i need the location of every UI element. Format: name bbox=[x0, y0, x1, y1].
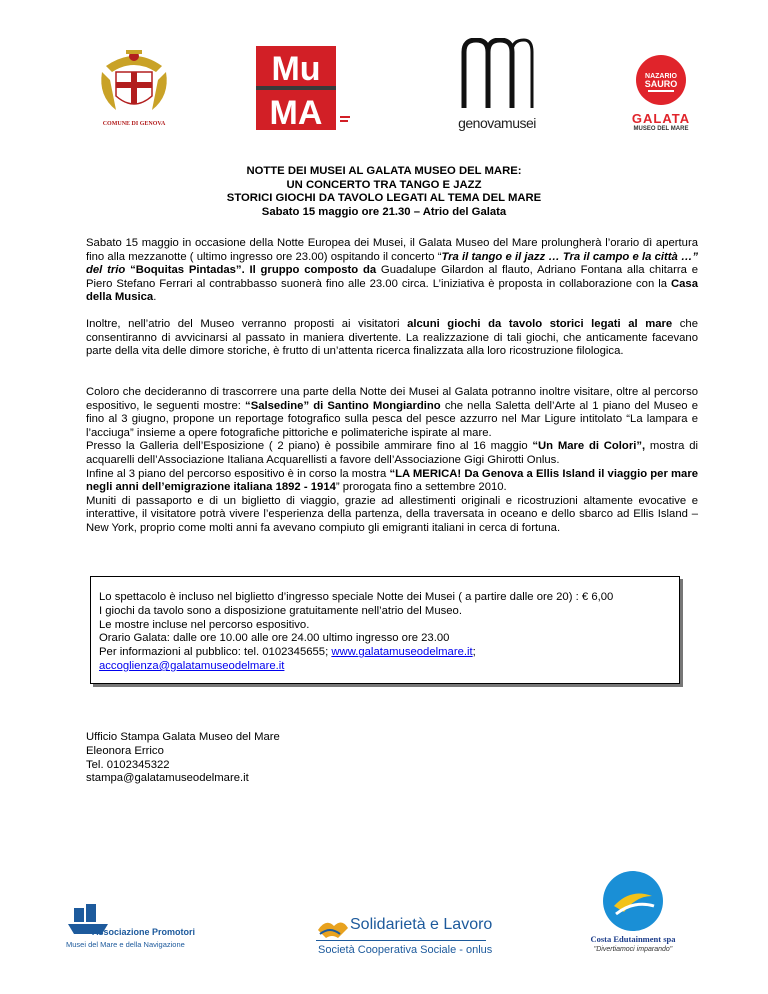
nazario-line1: NAZARIO bbox=[645, 73, 677, 80]
p3-text-5: Infine al 3 piano del percorso espositivo è in corso la mostra bbox=[86, 467, 390, 480]
p3-text-6: ” prorogata fino a settembre 2010. bbox=[335, 481, 507, 494]
costa-circle-icon bbox=[600, 870, 666, 932]
press-line-1: Ufficio Stampa Galata Museo del Mare bbox=[86, 731, 280, 743]
solidarieta-line1: Solidarietà e Lavoro bbox=[350, 916, 493, 933]
p3-salsedine: “Salsedine” di Santino Mongiardino bbox=[245, 399, 441, 412]
website-link[interactable]: www.galatamuseodelmare.it bbox=[331, 646, 473, 659]
muma-line1: Mu bbox=[271, 50, 321, 88]
galata-subtitle: MUSEO DEL MARE bbox=[633, 126, 689, 132]
genovamusei-logo bbox=[458, 38, 536, 134]
press-line-4: stampa@galatamuseodelmare.it bbox=[86, 772, 249, 785]
title-line-1: NOTTE DEI MUSEI AL GALATA MUSEO DEL MARE: bbox=[246, 165, 522, 177]
press-line-2: Eleonora Errico bbox=[86, 744, 164, 757]
muma-mark bbox=[256, 46, 350, 130]
p3-text-4: mostra di acquarelli dell’Associazione Italiana Acquarellisti a favore dell’Associazione Gigi Ghirotti Onlus. bbox=[86, 440, 698, 466]
genova-caption: COMUNE DI GENOVA bbox=[102, 121, 166, 127]
top-logos bbox=[0, 38, 768, 138]
info-phone: Per informazioni al pubblico: tel. 0102345655; bbox=[99, 646, 332, 659]
p1-text-2: Guadalupe Gilardon al flauto, Adriano Fontana alla chitarra e Piero Stefano Ferrari al contrabbasso suonerà fino alle 23.00 circa. L’iniziativa è proposta in collaborazione con la bbox=[86, 264, 698, 290]
solidarieta-logo bbox=[316, 914, 493, 974]
p1-trio-name: “Boquitas Pintadas”. Il gruppo composto da bbox=[130, 264, 377, 277]
info-line-3: Le mostre incluse nel percorso espositivo. bbox=[99, 618, 310, 631]
email-link[interactable]: accoglienza@galatamuseodelmare.it bbox=[99, 659, 285, 672]
press-office-contact bbox=[86, 731, 280, 786]
p2-text-1: Inoltre, nell’atrio del Museo verranno proposti ai visitatori bbox=[86, 318, 408, 330]
galata-title: GALATA bbox=[631, 111, 691, 126]
muma-line2: MA bbox=[269, 94, 323, 130]
info-line-1: Lo spettacolo è incluso nel biglietto d’ingresso speciale Notte dei Musei ( a partire dalle ore 20) : € 6,00 bbox=[99, 591, 614, 603]
p3-la-merica: “LA MERICA! Da Genova a Ellis Island il viaggio per mare negli anni dell’emigrazione italiana 1892 - 1914 bbox=[86, 467, 698, 494]
p2-bold: alcuni giochi da tavolo storici legati al mare bbox=[407, 318, 673, 330]
p3-text-2: che nella Saletta dell’Arte al 1 piano del Museo e fino al 3 giugno, propone un reportage fotografico sulla pesca del pesce azzurro nel Mar Ligure intitolato “La lampara e l’acciuga” insieme a opere fotografiche pittoriche e polimateriche ispirate al mare. bbox=[86, 399, 698, 439]
p3-text-7: Muniti di passaporto e di un biglietto di viaggio, grazie ad allestimenti originali e ricostruzioni altamente evocative e interattive, il visitatore potrà vivere l’esperienza della partenza, della traversata in oceano e dello sbarco ad Ellis Island – New York, proprio come molti anni fa avevano compiuto gli emigranti italiani in cerca di fortuna. bbox=[86, 494, 698, 534]
press-release-title bbox=[40, 165, 728, 219]
genovamusei-mark-icon bbox=[458, 38, 536, 110]
p2-text-2: che consentiranno di avvicinarsi al passato in maniera divertente. La realizzazione di tali giochi, che anticamente facevano parte della vita delle dimore storiche, è frutto di un’attenta ricerca finalizzata alla loro ricostruzione filologica. bbox=[86, 318, 698, 358]
paragraph-board-games bbox=[86, 318, 698, 359]
p1-casa-musica: Casa della Musica bbox=[86, 277, 698, 304]
assoc-line2: Musei del Mare e della Navigazione bbox=[66, 940, 185, 949]
paragraph-exhibitions bbox=[86, 386, 698, 536]
muma-logo bbox=[256, 46, 350, 130]
p1-text-1: Sabato 15 maggio in occasione della Notte Europea dei Musei, il Galata Museo del Mare prolungherà l’orario dì apertura fino alla mezzanotte ( ultimo ingresso ore 23.00) ospitando il concerto “ bbox=[86, 237, 698, 263]
info-line-2: I giochi da tavolo sono a disposizione gratuitamente nell’atrio del Museo. bbox=[99, 604, 462, 617]
info-line-4: Orario Galata: dalle ore 10.00 alle ore 24.00 ultimo ingresso ore 23.00 bbox=[99, 632, 450, 645]
genova-coat-of-arms-icon bbox=[96, 46, 172, 116]
title-line-4: Sabato 15 maggio ore 21.30 – Atrio del Galata bbox=[261, 205, 507, 218]
handshake-icon bbox=[316, 916, 350, 942]
genovamusei-caption: genovamusei bbox=[458, 115, 536, 131]
paragraph-concert bbox=[86, 237, 698, 305]
costa-logo bbox=[578, 870, 688, 970]
info-line-5 bbox=[99, 646, 679, 660]
galata-logo bbox=[626, 54, 696, 144]
costa-line2: "Divertiamoci imparando" bbox=[593, 946, 673, 953]
info-semicolon: ; bbox=[472, 646, 476, 659]
galata-badge-icon bbox=[626, 54, 696, 106]
associazione-logo bbox=[64, 900, 214, 970]
title-line-2: UN CONCERTO TRA TANGO E JAZZ bbox=[286, 178, 482, 191]
p3-mare-colori: “Un Mare di Colori”, bbox=[532, 440, 646, 453]
comune-genova-logo bbox=[96, 46, 172, 126]
info-box bbox=[90, 576, 680, 684]
p3-text-1: Coloro che decideranno di trascorrere una parte della Notte dei Musei al Galata potranno inoltre visitare, oltre al percorso espositivo, le seguenti mostre: bbox=[86, 386, 698, 412]
p1-text-3: . bbox=[153, 291, 157, 304]
assoc-line1: Associazione Promotori bbox=[92, 927, 196, 937]
p3-text-3: Presso la Galleria dell’Esposizione ( 2 piano) è possibile ammirare fino al 16 maggio bbox=[86, 440, 533, 453]
solidarieta-line2: Società Cooperativa Sociale - onlus bbox=[318, 944, 493, 956]
p1-italic-title: Tra il tango e il jazz … Tra il campo e la città …” del trio bbox=[86, 250, 698, 277]
title-line-3: STORICI GIOCHI DA TAVOLO LEGATI AL TEMA DEL MARE bbox=[226, 192, 542, 204]
costa-line1: Costa Edutainment spa bbox=[590, 934, 676, 944]
nazario-line2: SAURO bbox=[644, 79, 678, 89]
bottom-logos bbox=[0, 870, 768, 970]
press-line-3: Tel. 0102345322 bbox=[86, 758, 170, 771]
